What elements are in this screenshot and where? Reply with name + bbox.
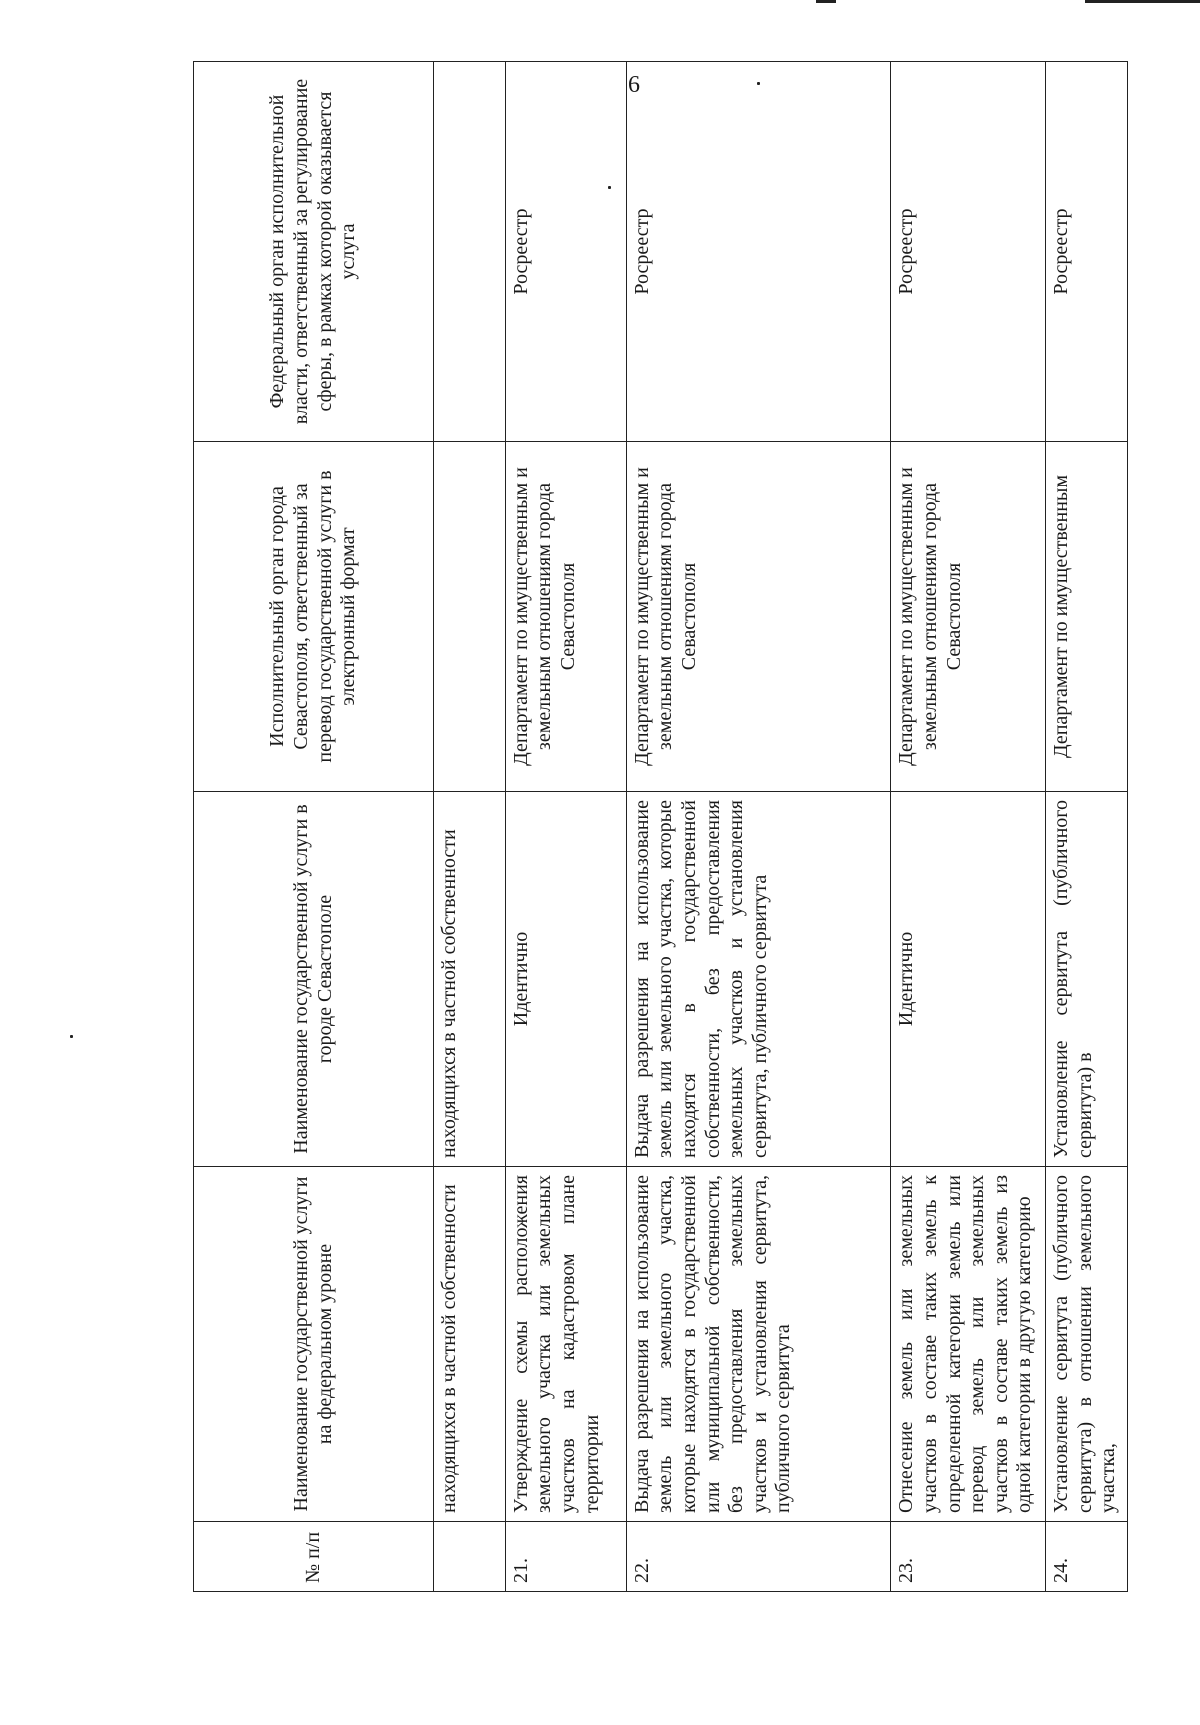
services-table (193, 61, 1128, 1592)
cell-num (434, 1522, 506, 1592)
cell-executive-body: Департамент по имущественным (1045, 442, 1127, 792)
cell-sevastopol-service: Выдача разрешения на использование земель или земельного участка, которые находятся в государственной собственности, без предоставления земельных участков и установления сервитута, публичного сервитута (626, 792, 891, 1167)
cell-federal-service: Установление сервитута (публичного сервитута) в отношении земельного участка, (1045, 1167, 1127, 1522)
cell-federal-body: Росреестр (891, 62, 1045, 442)
header-sevastopol-service: Наименование государственной услуги в городе Севастополе (194, 792, 434, 1167)
header-federal-body: Федеральный орган исполнительной власти, ответственный за регулирование сферы, в рамках которой оказывается услуга (194, 62, 434, 442)
cell-sevastopol-service: Идентично (891, 792, 1045, 1167)
page-number: 6 (628, 72, 640, 98)
table-row-continuation (434, 62, 506, 1592)
cell-num: 24. (1045, 1522, 1127, 1592)
cell-executive-body (434, 442, 506, 792)
scan-speck (70, 1035, 73, 1038)
cell-federal-service: Отнесение земель или земельных участков в составе таких земель к определенной категории земель или перевод земель или земельных участков в составе таких земель из одной категории в другую категорию (891, 1167, 1045, 1522)
scan-edge-mark (816, 0, 836, 3)
table-header-row (194, 62, 434, 1592)
header-federal-service: Наименование государственной услуги на федеральном уровне (194, 1167, 434, 1522)
cell-sevastopol-service: Установление сервитута (публичного сервитута) в (1045, 792, 1127, 1167)
cell-federal-body (434, 62, 506, 442)
cell-sevastopol-service: Идентично (505, 792, 626, 1167)
cell-sevastopol-service: находящихся в частной собственности (434, 792, 506, 1167)
header-executive-body: Исполнительный орган города Севастополя, ответственный за перевод государственной услуги в электронный формат (194, 442, 434, 792)
cell-executive-body: Департамент по имущественным и земельным отношениям города Севастополя (505, 442, 626, 792)
rotated-table-container (193, 62, 1128, 1592)
cell-federal-body: Росреестр (626, 62, 891, 442)
table-row (505, 62, 626, 1592)
table-row (626, 62, 891, 1592)
scan-edge-mark (1085, 0, 1200, 3)
cell-num: 22. (626, 1522, 891, 1592)
cell-federal-service: находящихся в частной собственности (434, 1167, 506, 1522)
cell-num: 21. (505, 1522, 626, 1592)
cell-federal-body: Росреестр (1045, 62, 1127, 442)
table-row (891, 62, 1045, 1592)
cell-executive-body: Департамент по имущественным и земельным отношениям города Севастополя (626, 442, 891, 792)
cell-federal-service: Выдача разрешения на использование земель или земельного участка, которые находятся в государственной или муниципальной собственности, без предоставления земельных участков и установления сервитута, публичного сервитута (626, 1167, 891, 1522)
cell-federal-body: Росреестр (505, 62, 626, 442)
cell-federal-service: Утверждение схемы расположения земельного участка или земельных участков на кадастровом плане территории (505, 1167, 626, 1522)
table-row (1045, 62, 1127, 1592)
cell-num: 23. (891, 1522, 1045, 1592)
cell-executive-body: Департамент по имущественным и земельным отношениям города Севастополя (891, 442, 1045, 792)
header-num: № п/п (194, 1522, 434, 1592)
